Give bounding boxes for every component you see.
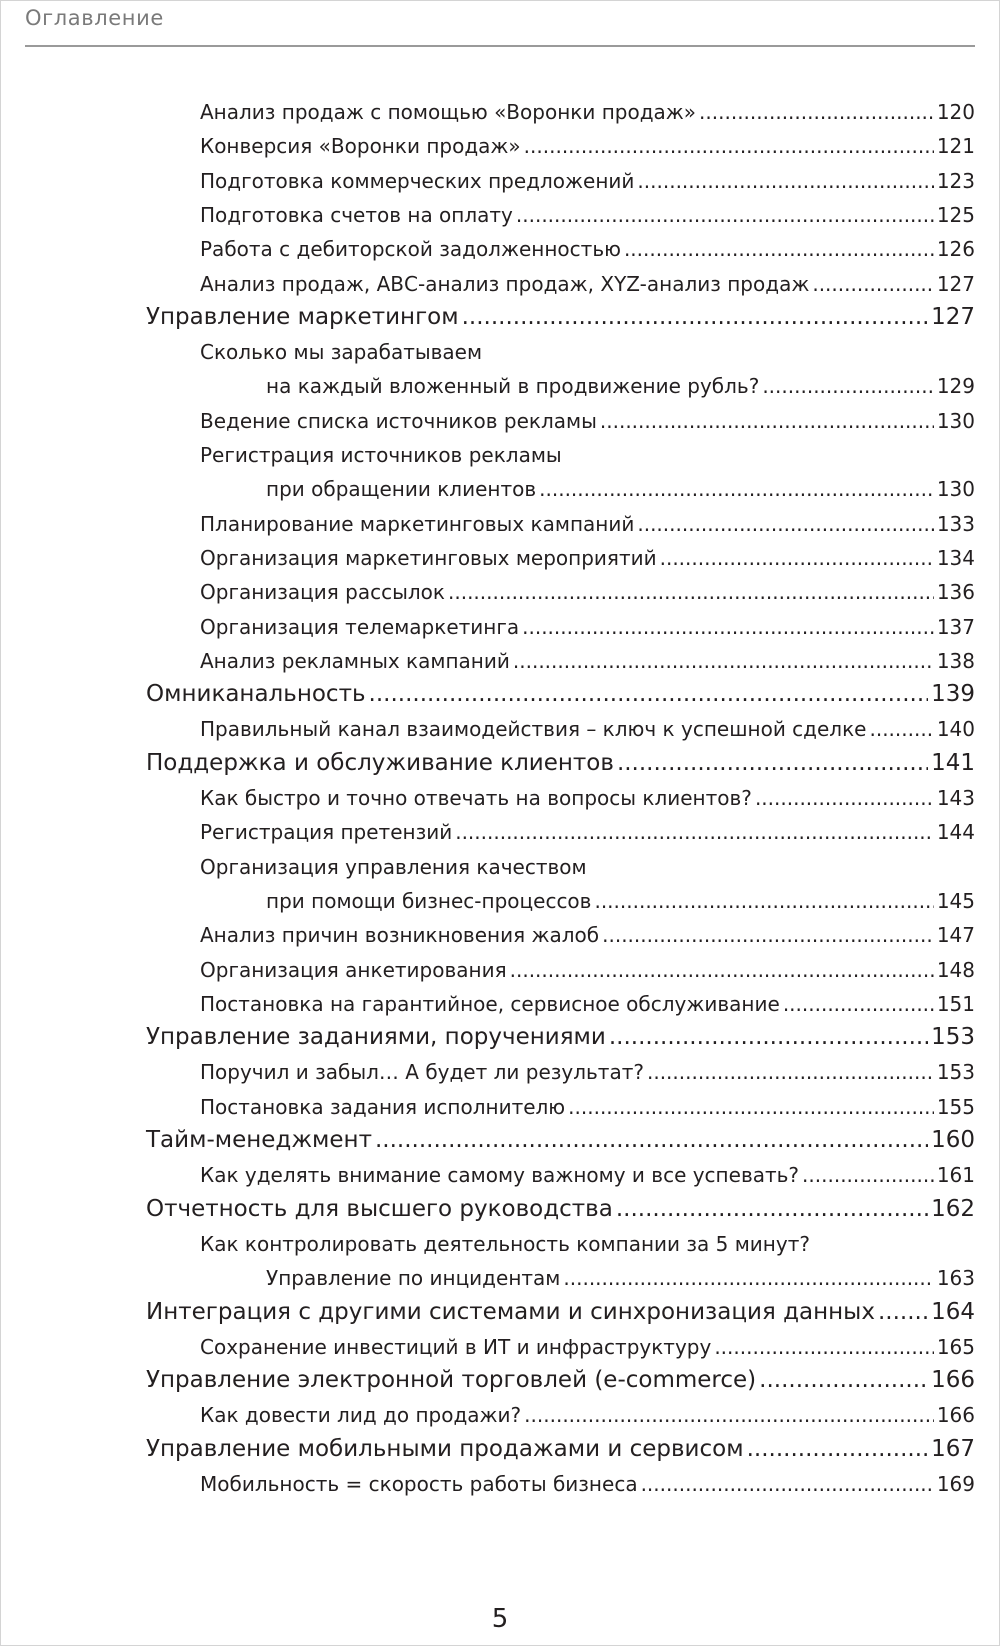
dot-leader [594, 887, 933, 915]
toc-subsection-entry[interactable] [200, 399, 975, 435]
toc-entry-page-number: 138 [936, 648, 975, 673]
toc-subsection-entry[interactable] [200, 639, 975, 675]
toc-entry-title: Поручил и забыл… А будет ли результат? [200, 1060, 644, 1085]
toc-entry-page-number: 129 [936, 374, 975, 399]
toc-entry-title: Правильный канал взаимодействия – ключ к успешной сделке [200, 717, 867, 742]
toc-subsection-entry[interactable] [200, 502, 975, 538]
toc-entry-page-number: 126 [936, 237, 975, 262]
toc-subsection-entry[interactable] [200, 570, 975, 606]
dot-leader [609, 1022, 928, 1052]
toc-entry-page-number: 161 [936, 1163, 975, 1188]
dot-leader [462, 302, 929, 332]
toc-subsection-entry[interactable] [200, 1085, 975, 1121]
toc-entry-title: на каждый вложенный в продвижение рубль? [266, 374, 760, 399]
toc-entry-title: Организация анкетирования [200, 957, 507, 982]
toc-chapter-entry[interactable] [146, 1188, 975, 1224]
toc-subsection-entry[interactable] [200, 913, 975, 949]
dot-leader [513, 647, 934, 675]
toc-subsection-entry-first-line[interactable]: Сколько мы зарабатываем [200, 340, 483, 365]
dot-leader [455, 818, 934, 846]
toc-entry-page-number: 164 [931, 1298, 975, 1325]
toc-subsection-entry[interactable] [200, 262, 975, 298]
toc-entry-title: Постановка на гарантийное, сервисное обслуживание [200, 991, 780, 1016]
toc-entry-page-number: 127 [931, 303, 975, 330]
toc-entry-page-number: 137 [936, 614, 975, 639]
dot-leader [448, 578, 934, 606]
toc-entry-title: Анализ рекламных кампаний [200, 648, 510, 673]
toc-entry-page-number: 145 [936, 888, 975, 913]
dot-leader [600, 407, 934, 435]
toc-subsection-entry[interactable] [266, 467, 975, 503]
toc-subsection-entry[interactable] [200, 948, 975, 984]
toc-chapter-entry[interactable] [146, 1119, 975, 1155]
toc-subsection-entry[interactable] [200, 776, 975, 812]
toc-entry-page-number: 153 [931, 1024, 975, 1051]
toc-entry-page-number: 121 [936, 134, 975, 159]
toc-entry-title: Сохранение инвестиций в ИТ и инфраструктуру [200, 1334, 712, 1359]
toc-entry-page-number: 139 [931, 681, 975, 708]
toc-entry-page-number: 166 [931, 1367, 975, 1394]
toc-chapter-entry[interactable] [146, 673, 975, 709]
dot-leader [617, 748, 928, 778]
toc-subsection-entry[interactable] [200, 227, 975, 263]
toc-chapter-entry[interactable] [146, 1016, 975, 1052]
toc-entry-title: Ведение списка источников рекламы [200, 408, 597, 433]
dot-leader [762, 372, 933, 400]
dot-leader [524, 132, 934, 160]
toc-entry-title: Управление маркетингом [146, 303, 459, 330]
toc-entry-title: Интеграция с другими системами и синхронизация данных [146, 1298, 875, 1325]
dot-leader [755, 784, 934, 812]
dot-leader [616, 1194, 928, 1224]
toc-entry-page-number: 153 [936, 1060, 975, 1085]
toc-entry-title: Работа с дебиторской задолженностью [200, 237, 621, 262]
dot-leader [516, 201, 934, 229]
toc-chapter-entry[interactable] [146, 1359, 975, 1395]
toc-subsection-entry[interactable] [266, 364, 975, 400]
toc-subsection-entry[interactable] [200, 707, 975, 743]
toc-entry-page-number: 136 [936, 580, 975, 605]
toc-chapter-entry[interactable] [146, 1291, 975, 1327]
toc-subsection-entry[interactable] [200, 810, 975, 846]
toc-entry-title: Организация телемаркетинга [200, 614, 520, 639]
toc-subsection-entry[interactable] [200, 1393, 975, 1429]
toc-entry-page-number: 148 [936, 957, 975, 982]
toc-entry-title: Анализ продаж с помощью «Воронки продаж» [200, 100, 697, 124]
toc-entry-title: Мобильность = скорость работы бизнеса [200, 1472, 638, 1496]
toc-entry-page-number: 125 [936, 202, 975, 227]
dot-leader [510, 956, 934, 984]
page-number: 5 [491, 1604, 509, 1634]
toc-entry-title: Анализ причин возникновения жалоб [200, 923, 600, 948]
toc-subsection-entry[interactable] [200, 159, 975, 195]
toc-entry-page-number: 123 [936, 168, 975, 193]
toc-entry-title: Поддержка и обслуживание клиентов [146, 749, 614, 776]
toc-subsection-entry[interactable] [200, 982, 975, 1018]
toc-entry-title: Управление по инцидентам [266, 1266, 561, 1291]
toc-chapter-entry[interactable] [146, 1428, 975, 1464]
toc-entry-page-number: 163 [936, 1266, 975, 1291]
toc-entry-page-number: 143 [936, 786, 975, 810]
toc-subsection-entry-first-line[interactable]: Как контролировать деятельность компании за 5 минут? [200, 1231, 810, 1256]
toc-entry-title: Постановка задания исполнителю [200, 1094, 566, 1119]
toc-entry-page-number: 140 [936, 717, 975, 742]
toc-entry-page-number: 127 [936, 271, 975, 296]
toc-entry-title: Анализ продаж, АВС-анализ продаж, XYZ-анализ продаж [200, 271, 810, 296]
toc-entry-title: Регистрация претензий [200, 820, 453, 845]
toc-subsection-entry[interactable] [200, 536, 975, 572]
toc-entry-page-number: 162 [931, 1195, 975, 1222]
toc-entry-page-number: 120 [936, 100, 975, 124]
toc-entry-page-number: 166 [936, 1403, 975, 1428]
dot-leader [660, 544, 934, 572]
toc-subsection-entry[interactable] [200, 124, 975, 160]
toc-entry-title: Организация рассылок [200, 580, 445, 605]
toc-entry-title: Как быстро и точно отвечать на вопросы клиентов? [200, 786, 752, 810]
toc-entry-page-number: 165 [936, 1334, 975, 1359]
toc-entry-page-number: 151 [936, 991, 975, 1016]
dot-leader [637, 167, 933, 195]
dot-leader [714, 1333, 933, 1361]
toc-subsection-entry[interactable] [200, 1050, 975, 1086]
toc-subsection-entry[interactable] [200, 1462, 975, 1498]
toc-entry-title: Как уделять внимание самому важному и все успевать? [200, 1163, 800, 1188]
toc-subsection-entry-first-line[interactable]: Регистрация источников рекламы [200, 443, 562, 467]
dot-leader [641, 1470, 934, 1498]
dot-leader [812, 270, 933, 298]
toc-entry-title: Управление заданиями, поручениями [146, 1024, 606, 1051]
dot-leader [522, 613, 934, 641]
toc-entry-page-number: 155 [936, 1094, 975, 1119]
toc-entry-title: Организация маркетинговых мероприятий [200, 545, 657, 570]
toc-entry-title: Тайм-менеджмент [146, 1127, 372, 1153]
dot-leader [369, 679, 929, 709]
toc-subsection-entry[interactable] [266, 1256, 975, 1292]
dot-leader [878, 1297, 928, 1327]
dot-leader [647, 1058, 934, 1086]
toc-subsection-entry[interactable] [200, 1325, 975, 1361]
toc-entry-page-number: 167 [931, 1435, 975, 1462]
toc-entry-title: Конверсия «Воронки продаж» [200, 134, 521, 159]
toc-entry-title: Омниканальность [146, 681, 366, 708]
toc-entry-title: Подготовка счетов на оплату [200, 202, 513, 227]
toc-entry-title: Подготовка коммерческих предложений [200, 168, 635, 193]
dot-leader [869, 715, 933, 743]
toc-entry-page-number: 130 [936, 408, 975, 433]
header-divider [25, 45, 975, 47]
toc-entry-page-number: 144 [936, 820, 975, 845]
toc-entry-title: Отчетность для высшего руководства [146, 1195, 613, 1222]
toc-entry-page-number: 147 [936, 923, 975, 948]
dot-leader [637, 510, 933, 538]
toc-entry-page-number: 133 [936, 511, 975, 536]
toc-chapter-entry[interactable] [146, 296, 975, 332]
toc-entry-page-number: 169 [936, 1472, 975, 1496]
dot-leader [783, 990, 934, 1018]
toc-chapter-entry[interactable] [146, 742, 975, 778]
toc-entry-title: Планирование маркетинговых кампаний [200, 511, 635, 536]
toc-entry-title: при обращении клиентов [266, 477, 537, 502]
toc-entry-title: Как довести лид до продажи? [200, 1403, 522, 1428]
toc-subsection-entry[interactable] [200, 605, 975, 641]
toc-subsection-entry[interactable] [200, 1153, 975, 1189]
dot-leader [602, 921, 934, 949]
dot-leader [563, 1264, 933, 1292]
dot-leader [524, 1401, 934, 1429]
toc-entry-page-number: 160 [931, 1127, 975, 1153]
toc-entry-page-number: 130 [936, 477, 975, 502]
running-head-title: Оглавление [25, 6, 164, 30]
toc-subsection-entry[interactable] [200, 90, 975, 126]
dot-leader [747, 1434, 929, 1464]
toc-entry-page-number: 134 [936, 545, 975, 570]
toc-entry-title: при помощи бизнес-процессов [266, 888, 592, 913]
toc-subsection-entry[interactable] [200, 193, 975, 229]
toc-subsection-entry-first-line[interactable]: Организация управления качеством [200, 854, 587, 879]
dot-leader [624, 235, 934, 263]
dot-leader [568, 1093, 934, 1121]
dot-leader [699, 98, 934, 126]
toc-entry-title: Управление электронной торговлей (e-commerce) [146, 1367, 757, 1394]
dot-leader [802, 1161, 934, 1189]
dot-leader [539, 475, 934, 503]
dot-leader [759, 1365, 928, 1395]
toc-subsection-entry[interactable] [266, 879, 975, 915]
dot-leader [375, 1125, 928, 1155]
toc-entry-page-number: 141 [931, 749, 975, 776]
toc-entry-title: Управление мобильными продажами и сервисом [146, 1435, 744, 1462]
